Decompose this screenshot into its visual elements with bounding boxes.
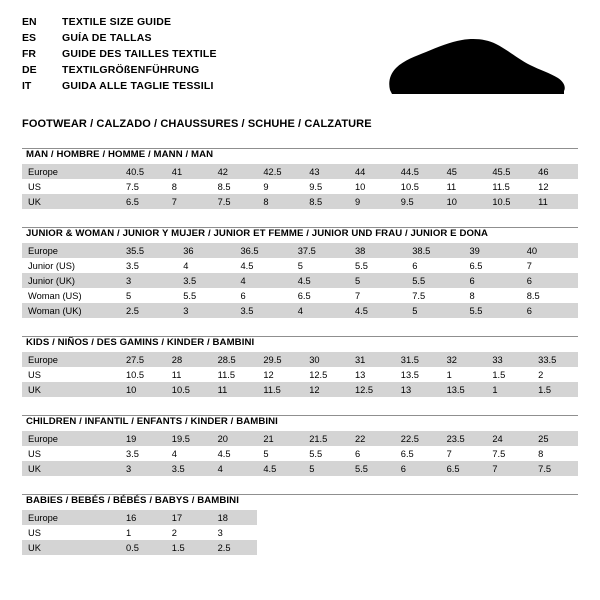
cell: 3.5 (126, 260, 139, 271)
language-title: GUIDA ALLE TAGLIE TESSILI (62, 80, 214, 92)
cell: 5.5 (183, 290, 197, 301)
cell: 12 (303, 382, 349, 397)
cell-empty (441, 525, 487, 540)
cell: 4 (235, 273, 292, 288)
cell: 42.5 (257, 164, 303, 179)
row-label: US (28, 527, 41, 538)
cell: 4.5 (257, 461, 303, 476)
cell: 4.5 (217, 448, 231, 459)
cell-empty (303, 540, 349, 555)
cell: 33.5 (532, 352, 578, 367)
cell: 1 (486, 382, 532, 397)
cell-empty (486, 510, 532, 525)
table-row (22, 510, 578, 525)
cell-empty (532, 525, 578, 540)
size-group-junior-woman (22, 227, 578, 318)
cell: 7.5 (492, 448, 506, 459)
group-heading: BABIES / BEBÉS / BÉBÉS / BABYS / BAMBINI (26, 495, 239, 506)
table-row (22, 288, 578, 303)
cell: 6.5 (120, 194, 166, 209)
row-label: Junior (UK) (22, 273, 120, 288)
size-group-babies (22, 494, 578, 555)
language-code: DE (22, 64, 37, 76)
cell-empty (532, 540, 578, 555)
cell: 5 (297, 260, 303, 271)
cell: 40 (521, 243, 578, 258)
cell-empty (486, 540, 532, 555)
cell: 10 (354, 181, 366, 192)
cell: 6 (464, 273, 521, 288)
cell: 9 (263, 181, 269, 192)
cell: 44.5 (395, 164, 441, 179)
cell: 36.5 (235, 243, 292, 258)
cell: 4 (171, 448, 177, 459)
cell: 9 (349, 194, 395, 209)
cell-empty (257, 525, 303, 540)
cell: 10.5 (166, 382, 212, 397)
row-label: Woman (US) (28, 290, 82, 301)
cell: 35.5 (120, 243, 177, 258)
cell: 11.5 (492, 181, 510, 192)
cell: 2.5 (120, 303, 177, 318)
table-row (22, 258, 578, 273)
cell: 28.5 (212, 352, 258, 367)
row-label: UK (22, 194, 120, 209)
cell-empty (395, 510, 441, 525)
cell-empty (257, 540, 303, 555)
table-row (22, 164, 578, 179)
table-row (22, 367, 578, 382)
table-row (22, 243, 578, 258)
table-row (22, 382, 578, 397)
cell: 6.5 (297, 290, 311, 301)
cell: 4 (183, 260, 189, 271)
cell: 12.5 (309, 369, 328, 380)
cell: 11.5 (217, 369, 235, 380)
cell: 41 (166, 164, 212, 179)
cell: 30 (303, 352, 349, 367)
cell: 6 (412, 260, 418, 271)
cell: 6 (521, 273, 578, 288)
cell: 31.5 (395, 352, 441, 367)
table-row (22, 303, 578, 318)
cell: 40.5 (120, 164, 166, 179)
cell: 2 (171, 527, 177, 538)
cell: 11.5 (257, 382, 303, 397)
cell: 1.5 (166, 540, 212, 555)
language-code: IT (22, 80, 32, 92)
cell: 3.5 (235, 303, 292, 318)
cell: 19.5 (166, 431, 212, 446)
cell: 38.5 (406, 243, 463, 258)
language-code: FR (22, 48, 36, 60)
cell: 0.5 (120, 540, 166, 555)
cell: 18 (212, 510, 258, 525)
cell-empty (257, 510, 303, 525)
cell-empty (303, 525, 349, 540)
row-label: US (28, 369, 41, 380)
cell: 8 (257, 194, 303, 209)
cell: 46 (532, 164, 578, 179)
cell: 6.5 (441, 461, 487, 476)
cell: 8.5 (217, 181, 231, 192)
cell: 3.5 (126, 448, 139, 459)
cell: 13.5 (400, 369, 419, 380)
cell-empty (441, 540, 487, 555)
cell: 11 (171, 369, 182, 380)
cell: 5.5 (355, 260, 368, 271)
cell: 25 (532, 431, 578, 446)
cell: 42 (212, 164, 258, 179)
table-row (22, 431, 578, 446)
cell: 1.5 (492, 369, 506, 380)
cell-empty (486, 525, 532, 540)
cell: 6 (395, 461, 441, 476)
cell: 3.5 (177, 273, 234, 288)
cell: 39 (464, 243, 521, 258)
cell: 16 (120, 510, 166, 525)
cell: 45 (441, 164, 487, 179)
row-label: Europe (22, 352, 120, 367)
cell: 5 (349, 273, 406, 288)
cell: 4.5 (292, 273, 349, 288)
cell: 44 (349, 164, 395, 179)
cell: 2.5 (212, 540, 258, 555)
cell: 29.5 (257, 352, 303, 367)
language-title: TEXTILGRÖßENFÜHRUNG (62, 64, 200, 76)
cell-empty (303, 510, 349, 525)
language-title: GUÍA DE TALLAS (62, 32, 152, 44)
language-row (22, 32, 217, 48)
cell: 20 (212, 431, 258, 446)
cell: 6 (240, 290, 246, 301)
table-row (22, 540, 578, 555)
cell: 4 (292, 303, 349, 318)
cell: 5 (303, 461, 349, 476)
language-row (22, 80, 217, 96)
cell: 27.5 (120, 352, 166, 367)
size-table-junior-woman (22, 243, 578, 318)
cell: 28 (166, 352, 212, 367)
cell: 3 (120, 461, 166, 476)
cell: 23.5 (441, 431, 487, 446)
table-row (22, 461, 578, 476)
row-label: Europe (22, 431, 120, 446)
size-table-babies (22, 510, 578, 555)
cell: 5 (126, 290, 132, 301)
cell: 7 (526, 260, 532, 271)
row-label: Woman (UK) (22, 303, 120, 318)
cell: 12.5 (349, 382, 395, 397)
cell: 7.5 (212, 194, 258, 209)
cell: 6.5 (400, 448, 414, 459)
cell: 6 (354, 448, 361, 459)
cell: 11 (446, 181, 457, 192)
cell-empty (349, 540, 395, 555)
cell-empty (395, 540, 441, 555)
row-label: UK (22, 540, 120, 555)
size-group-children (22, 415, 578, 476)
cell: 45.5 (486, 164, 532, 179)
cell: 5.5 (406, 273, 463, 288)
size-table-kids (22, 352, 578, 397)
cell-empty (349, 510, 395, 525)
cell: 10.5 (400, 181, 419, 192)
row-label: Europe (22, 243, 120, 258)
group-heading: CHILDREN / INFANTIL / ENFANTS / KINDER / BAMBINI (26, 416, 278, 427)
cell-empty (441, 510, 487, 525)
cell: 7 (166, 194, 212, 209)
language-row (22, 16, 217, 32)
cell-empty (349, 525, 395, 540)
group-heading: JUNIOR & WOMAN / JUNIOR Y MUJER / JUNIOR ET FEMME / JUNIOR UND FRAU / JUNIOR E DONA (26, 228, 489, 239)
language-code: ES (22, 32, 37, 44)
cell: 19 (120, 431, 166, 446)
cell: 3 (217, 527, 223, 538)
row-label: UK (22, 382, 120, 397)
cell: 7.5 (532, 461, 578, 476)
cell: 10.5 (486, 194, 532, 209)
cell: 4.5 (349, 303, 406, 318)
cell: 3 (120, 273, 177, 288)
language-title: TEXTILE SIZE GUIDE (62, 16, 172, 28)
cell: 32 (441, 352, 487, 367)
cell: 1 (446, 369, 452, 380)
page-title: FOOTWEAR / CALZADO / CHAUSSURES / SCHUHE / CALZATURE (22, 118, 372, 130)
row-label: Europe (22, 164, 120, 179)
cell: 5.5 (349, 461, 395, 476)
row-label: Europe (22, 510, 120, 525)
cell: 1 (126, 527, 132, 538)
cell: 13.5 (441, 382, 487, 397)
cell: 7 (486, 461, 532, 476)
group-heading: MAN / HOMBRE / HOMME / MANN / MAN (26, 149, 214, 160)
table-row (22, 446, 578, 461)
cell: 38 (349, 243, 406, 258)
cell: 11 (212, 382, 258, 397)
cell: 33 (486, 352, 532, 367)
cell: 3 (177, 303, 234, 318)
table-row (22, 179, 578, 194)
cell: 37.5 (292, 243, 349, 258)
size-table-children (22, 431, 578, 476)
cell: 7.5 (126, 181, 139, 192)
language-row (22, 48, 217, 64)
cell: 12 (263, 369, 274, 380)
row-label: Junior (US) (28, 260, 76, 271)
cell: 4.5 (240, 260, 254, 271)
cell: 2 (538, 369, 544, 380)
size-group-kids (22, 336, 578, 397)
cell: 12 (538, 181, 549, 192)
cell: 31 (349, 352, 395, 367)
row-label: US (28, 448, 41, 459)
table-row (22, 352, 578, 367)
cell: 22 (349, 431, 395, 446)
cell: 8 (171, 181, 177, 192)
cell: 10 (441, 194, 487, 209)
cell-empty (395, 525, 441, 540)
cell: 9.5 (309, 181, 323, 192)
cell: 4 (212, 461, 258, 476)
language-code: EN (22, 16, 37, 28)
language-titles (22, 16, 217, 96)
table-row (22, 273, 578, 288)
cell: 21 (257, 431, 303, 446)
cell: 6 (521, 303, 578, 318)
cell: 7 (355, 290, 361, 301)
cell: 43 (303, 164, 349, 179)
cell: 1.5 (532, 382, 578, 397)
cell: 22.5 (395, 431, 441, 446)
cell: 5 (263, 448, 269, 459)
cell: 5 (406, 303, 463, 318)
cell: 3.5 (166, 461, 212, 476)
row-label: UK (22, 461, 120, 476)
table-row (22, 194, 578, 209)
cell: 6.5 (469, 260, 483, 271)
cell-empty (532, 510, 578, 525)
cell: 24 (486, 431, 532, 446)
group-heading: KIDS / NIÑOS / DES GAMINS / KINDER / BAMBINI (26, 337, 255, 348)
cell: 8.5 (526, 290, 540, 301)
row-label: US (28, 181, 41, 192)
document-header (22, 16, 578, 108)
cell: 10 (120, 382, 166, 397)
cell: 13 (395, 382, 441, 397)
cell: 36 (177, 243, 234, 258)
cell: 5.5 (309, 448, 323, 459)
cell: 10.5 (126, 369, 145, 380)
table-row (22, 525, 578, 540)
cell: 9.5 (395, 194, 441, 209)
language-title: GUIDE DES TAILLES TEXTILE (62, 48, 217, 60)
cell: 8 (469, 290, 475, 301)
cell: 7 (446, 448, 452, 459)
language-row (22, 64, 217, 80)
size-group-man (22, 148, 578, 209)
cell: 11 (532, 194, 578, 209)
cell: 17 (166, 510, 212, 525)
cell: 8 (538, 448, 544, 459)
size-table-man (22, 164, 578, 209)
cell: 7.5 (412, 290, 426, 301)
cell: 21.5 (303, 431, 349, 446)
cell: 13 (354, 369, 366, 380)
cell: 8.5 (303, 194, 349, 209)
dress-shoe-icon (378, 32, 568, 102)
cell: 5.5 (464, 303, 521, 318)
